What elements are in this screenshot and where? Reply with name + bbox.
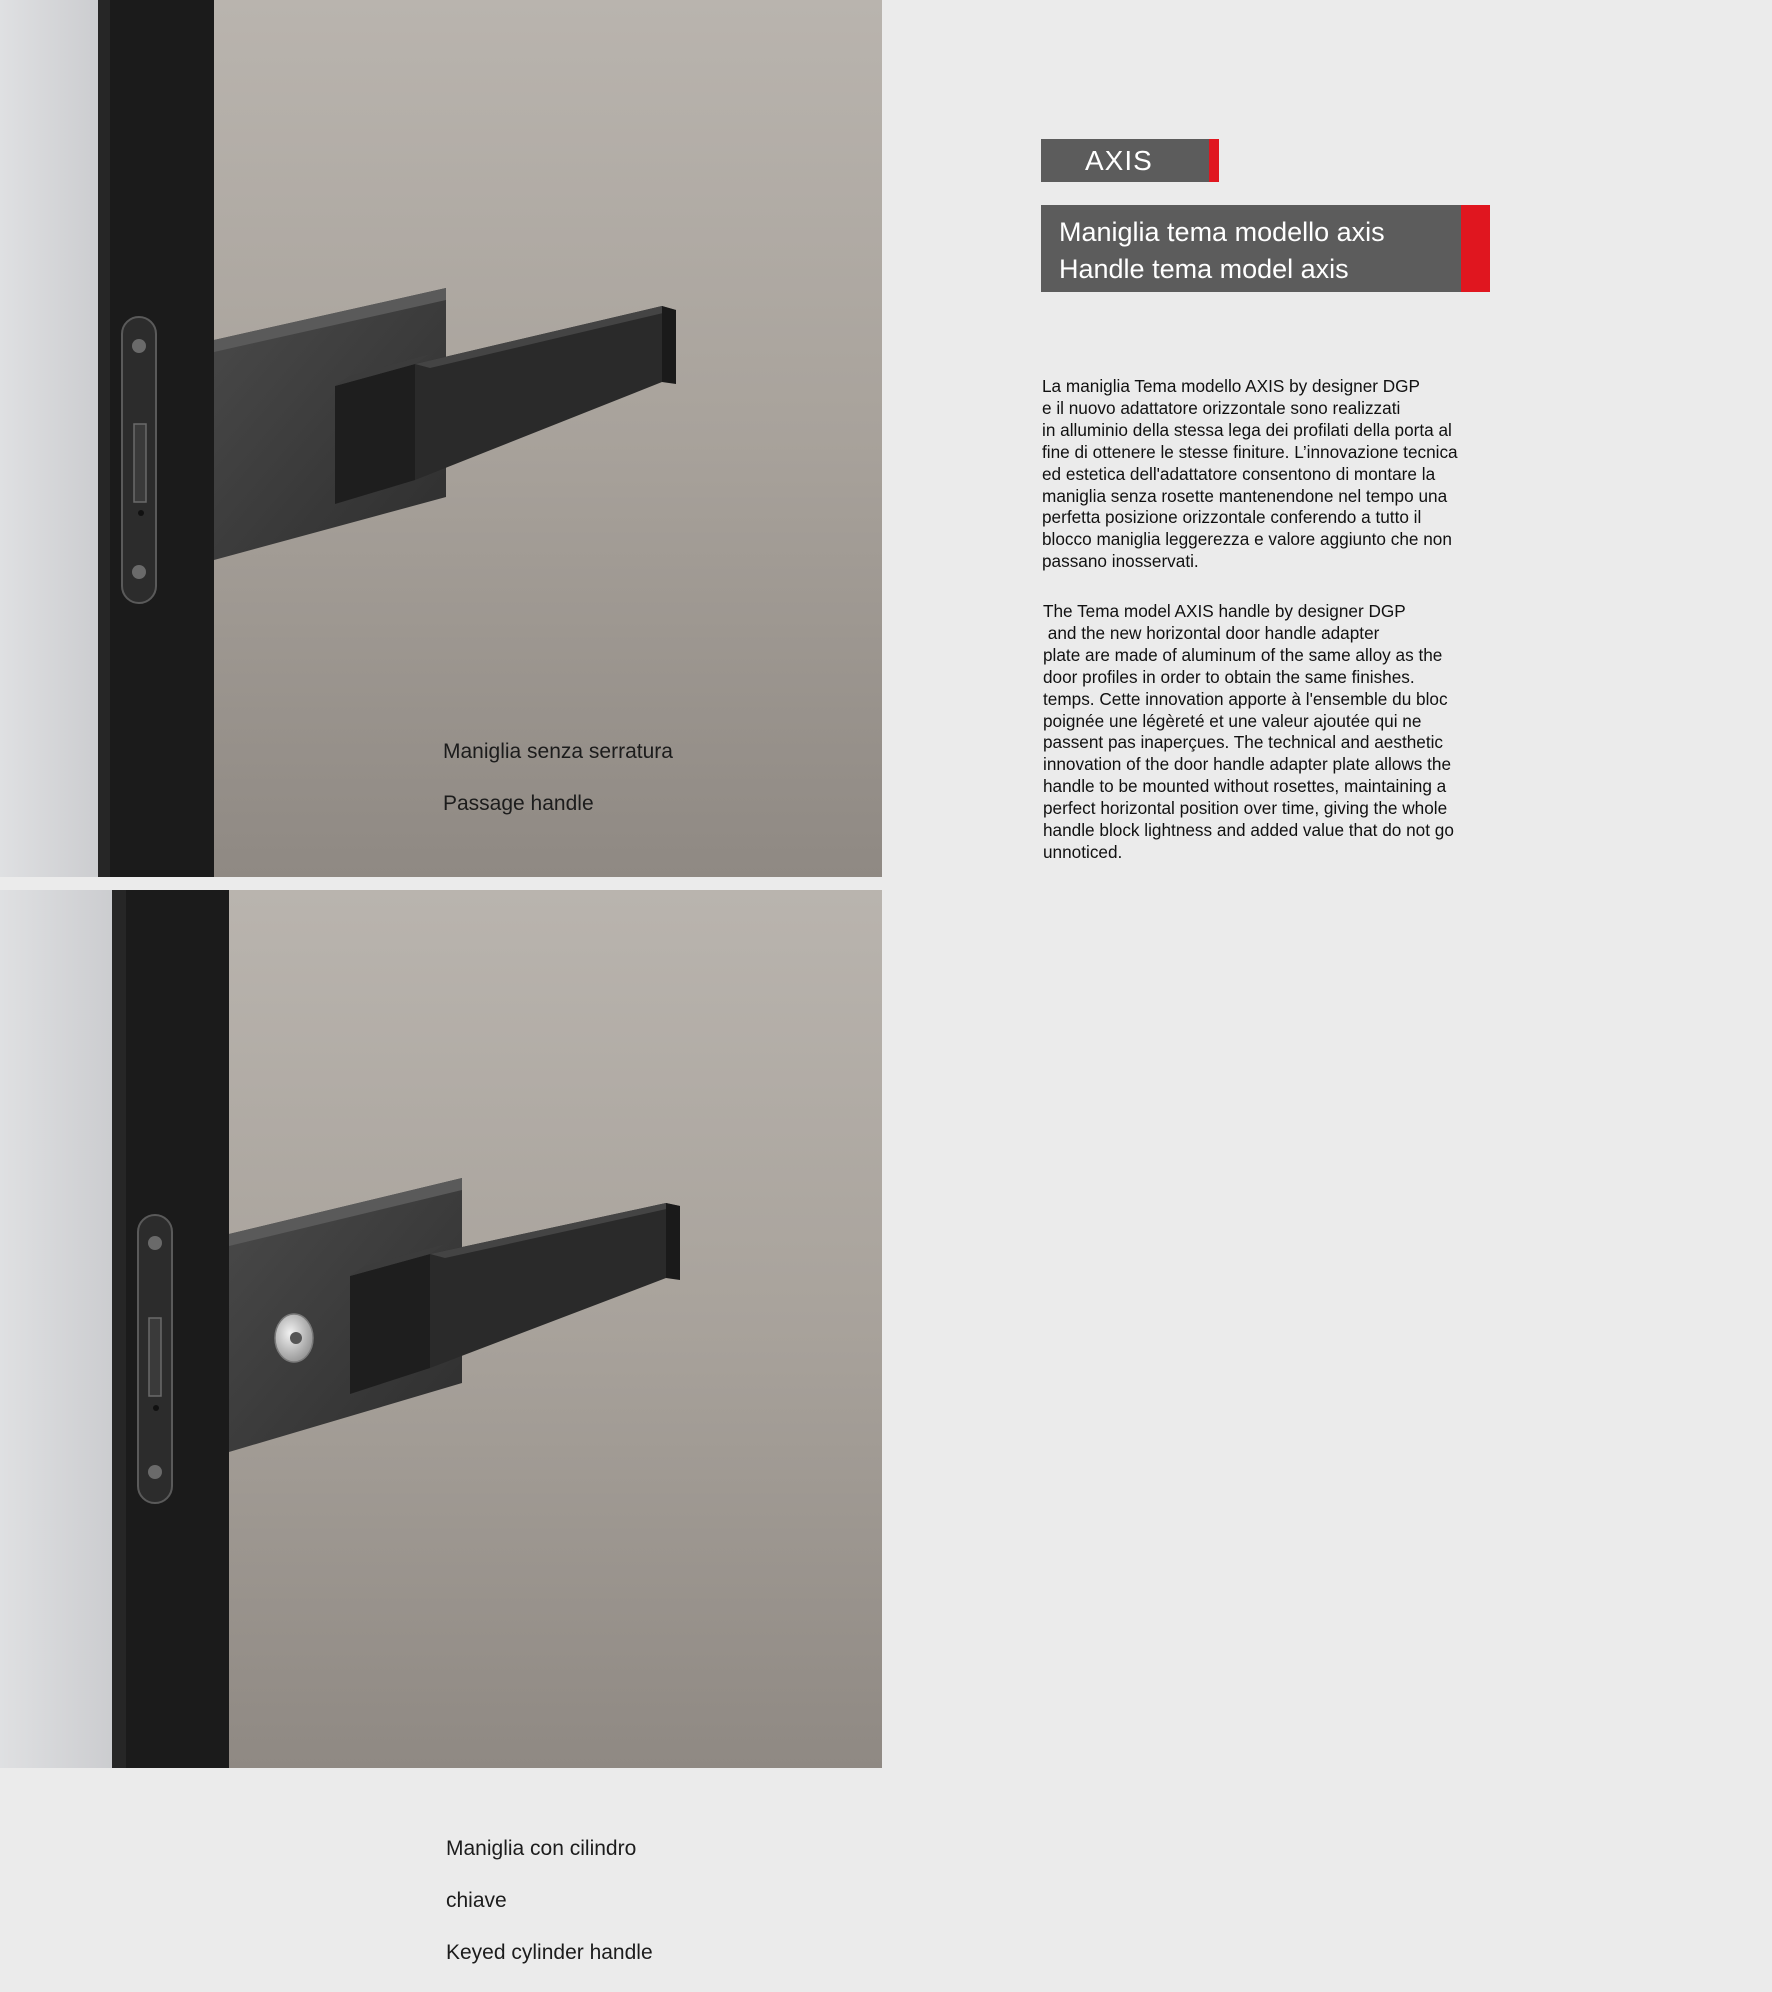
caption-line: Keyed cylinder handle bbox=[446, 1941, 653, 1964]
description-line: e il nuovo adattatore orizzontale sono realizzati bbox=[1042, 397, 1401, 418]
description-line: temps. Cette innovation apporte à l'ensemble du bloc bbox=[1043, 688, 1448, 709]
passage-handle-caption bbox=[443, 713, 673, 843]
title-accent-bar bbox=[1461, 205, 1490, 292]
italian-description bbox=[1042, 376, 1512, 573]
handle-lever-end bbox=[662, 306, 676, 384]
handle-lever bbox=[415, 306, 662, 480]
product-title-line: Maniglia tema modello axis bbox=[1059, 217, 1385, 247]
passage-handle-photo bbox=[0, 0, 882, 877]
handle-lever-end bbox=[666, 1203, 680, 1280]
handle-lever bbox=[430, 1203, 666, 1368]
description-line: maniglia senza rosette mantenendone nel tempo una bbox=[1042, 485, 1448, 506]
faceplate-screw-icon bbox=[148, 1236, 162, 1250]
description-line: plate are made of aluminum of the same alloy as the bbox=[1043, 644, 1443, 665]
wall-surface bbox=[0, 0, 113, 877]
door-frame-edge bbox=[112, 890, 126, 1768]
latch-hole bbox=[153, 1405, 159, 1411]
faceplate-screw-icon bbox=[148, 1465, 162, 1479]
english-description bbox=[1043, 601, 1513, 864]
product-tag: AXIS bbox=[1041, 139, 1209, 182]
latch-slot bbox=[149, 1318, 161, 1396]
faceplate-screw-icon bbox=[132, 339, 146, 353]
description-line: in alluminio della stessa lega dei profilati della porta al bbox=[1042, 419, 1452, 440]
handle-rose-block bbox=[335, 364, 415, 504]
description-line: fine di ottenere le stesse finiture. L’innovazione tecnica bbox=[1042, 441, 1458, 462]
faceplate-screw-icon bbox=[132, 565, 146, 579]
description-line: perfect horizontal position over time, giving the whole bbox=[1043, 798, 1448, 819]
keyed-cylinder-handle-photo bbox=[0, 890, 882, 1964]
description-line: door profiles in order to obtain the same finishes. bbox=[1043, 666, 1415, 687]
description-line: handle to be mounted without rosettes, maintaining a bbox=[1043, 776, 1447, 797]
description-line: La maniglia Tema modello AXIS by designer DGP bbox=[1042, 376, 1421, 396]
description-line: poignée une légèreté et une valeur ajoutée qui ne bbox=[1043, 710, 1422, 731]
passage-handle-illustration bbox=[0, 0, 882, 877]
keyhole-icon bbox=[290, 1332, 302, 1344]
latch-slot bbox=[134, 424, 146, 502]
caption-line: Passage handle bbox=[443, 792, 594, 815]
description-line: unnoticed. bbox=[1043, 841, 1123, 862]
wall-surface bbox=[0, 890, 128, 1768]
caption-line: chiave bbox=[446, 1889, 507, 1912]
description-line: passano inosservati. bbox=[1042, 551, 1199, 572]
description-line: ed estetica dell'adattatore consentono di montare la bbox=[1042, 463, 1436, 484]
description-line: passent pas inaperçues. The technical and aesthetic bbox=[1043, 732, 1444, 753]
description-line: and the new horizontal door handle adapter bbox=[1043, 622, 1380, 643]
photo-divider bbox=[0, 877, 882, 890]
keyed-cylinder-handle-illustration bbox=[0, 890, 882, 1768]
product-title bbox=[1041, 205, 1461, 292]
caption-line: Maniglia con cilindro bbox=[446, 1837, 637, 1860]
description-line: handle block lightness and added value that do not go bbox=[1043, 820, 1454, 841]
description-line: blocco maniglia leggerezza e valore aggiunto che non bbox=[1042, 529, 1452, 550]
description-line: perfetta posizione orizzontale conferendo a tutto il bbox=[1042, 507, 1422, 528]
product-title-line: Handle tema model axis bbox=[1059, 254, 1349, 284]
caption-line: Maniglia senza serratura bbox=[443, 740, 673, 763]
latch-hole bbox=[138, 510, 144, 516]
keyed-cylinder-handle-caption bbox=[446, 1810, 653, 1992]
door-frame-edge bbox=[98, 0, 110, 877]
description-line: innovation of the door handle adapter plate allows the bbox=[1043, 754, 1452, 775]
description-line: The Tema model AXIS handle by designer DGP bbox=[1043, 601, 1406, 621]
